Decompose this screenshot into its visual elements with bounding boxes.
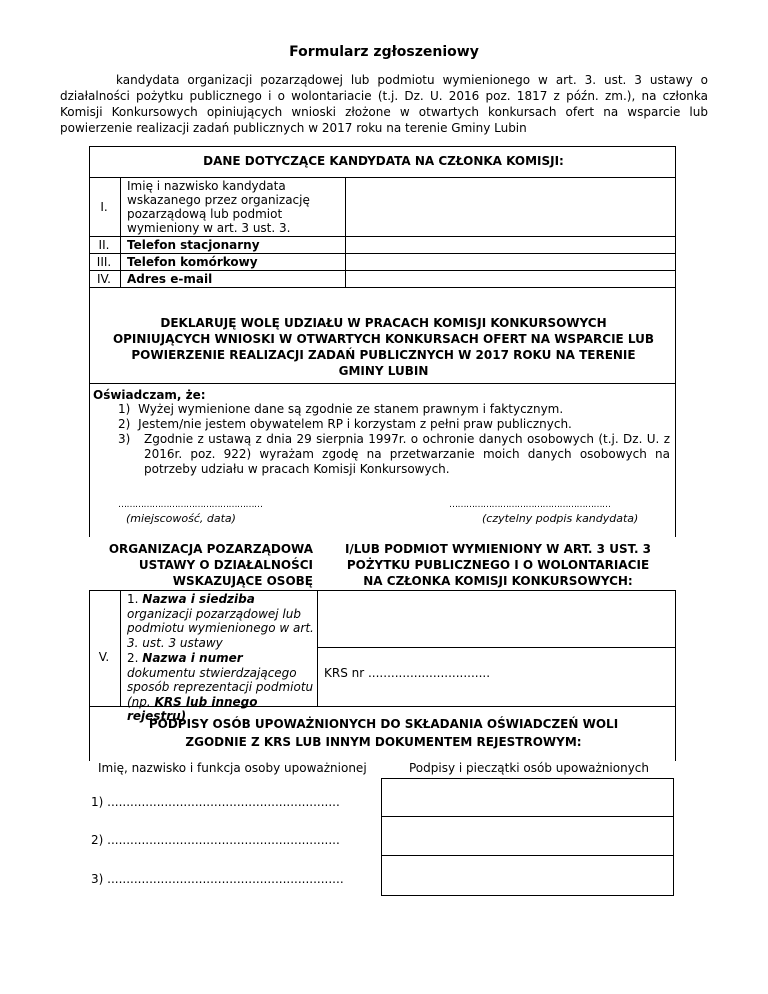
org-item-1: [127, 592, 315, 650]
statement-item-3: [118, 432, 670, 477]
org-item-2-num: 2.: [127, 651, 139, 665]
value-cell-phone[interactable]: [346, 237, 675, 252]
sig-right-box[interactable]: [381, 778, 674, 896]
statement-item-3-num: 3): [118, 432, 131, 446]
place-date-caption: (miejscowość, data): [126, 512, 236, 525]
intro-paragraph: [60, 72, 708, 136]
declaration-text: DEKLARUJĘ WOLĘ UDZIAŁU W PRACACH KOMISJI KONKURSOWYCH OPINIUJĄCYCH WNIOSKI W OTWARTYCH KONKURSACH OFERT NA WSPARCIE LUB POWIERZENIE REALIZACJI ZADAŃ PUBLICZNYCH W 2017 ROKU NA TERENIE GMINY LUBIN: [112, 316, 655, 378]
sig-line-2[interactable]: 2) .............................................................: [91, 833, 340, 847]
sig-line-1[interactable]: 1) .............................................................: [91, 795, 340, 809]
row-label-mobile: Telefon komórkowy: [127, 255, 258, 269]
statement-item-1-num: 1): [118, 402, 131, 416]
row-num-4: IV.: [96, 272, 111, 286]
org-header-left-line-2: USTAWY O DZIAŁALNOŚCI: [138, 558, 313, 572]
org-item-2-bold-2: KRS lub innego rejestru): [127, 694, 258, 723]
value-cell-name[interactable]: [346, 178, 675, 235]
row-num-2: II.: [98, 238, 110, 252]
row-num-1: I.: [100, 200, 108, 214]
signature-caption: (czytelny podpis kandydata): [482, 512, 639, 525]
statement-heading: Oświadczam, że:: [93, 388, 206, 402]
statement-item-2-num: 2): [118, 417, 131, 431]
row-num-3: III.: [96, 255, 112, 269]
org-item-1-bold: Nazwa i siedziba: [142, 592, 255, 606]
org-row-divider: [317, 647, 676, 648]
org-header-right-line-1: I/LUB PODMIOT WYMIENIONY W ART. 3 UST. 3: [344, 542, 652, 556]
intro-text: kandydata organizacji pozarządowej lub podmiotu wymienionego w art. 3. ust. 3 ustawy o działalności pożytku publicznego i o wolontariacie (t.j. Dz. U. 2016 poz. 1817 z późn. zm.), na członka Komisji Konkursowych opiniujących wnioski złożone w otwartych konkursach ofert na wsparcie lub powierzenie realizacji zadań publicznych w 2017 roku na terenie Gminy Lubin: [60, 73, 708, 135]
org-item-2-rest: dokumentu stwierdzającego sposób reprezentacji podmiotu (np.: [127, 665, 314, 709]
signatures-header: PODPISY OSÓB UPOWAŻNIONYCH DO SKŁADANIA OŚWIADCZEŃ WOLI ZGODNIE Z KRS LUB INNYM DOKUMENTEM REJESTROWYM:: [148, 717, 619, 749]
org-header-left-line-3: WSKAZUJĄCE OSOBĘ: [172, 574, 313, 588]
sig-col-right-header: Podpisy i pieczątki osób upoważnionych: [409, 761, 650, 775]
sig-col-left-header: Imię, nazwisko i funkcja osoby upoważnionej: [98, 761, 367, 775]
org-header-right-line-2: POŻYTKU PUBLICZNEGO I O WOLONTARIACIE: [346, 558, 650, 572]
org-header-right-line-3: NA CZŁONKA KOMISJI KONKURSOWYCH:: [363, 574, 633, 588]
signature-dots[interactable]: …………………………………………………: [449, 500, 611, 510]
statement-item-2: [118, 417, 668, 431]
place-date-dots[interactable]: ……………………………………………: [118, 500, 263, 510]
org-roman-num: V.: [98, 650, 110, 664]
statement-item-2-text: Jestem/nie jestem obywatelem RP i korzystam z pełni praw publicznych.: [138, 417, 572, 431]
value-cell-mobile[interactable]: [346, 254, 675, 269]
intro-indent: [60, 73, 116, 87]
org-name-value-cell[interactable]: [318, 591, 675, 646]
sig-right-line-1: [381, 816, 674, 817]
org-header-left-line-1: ORGANIZACJA POZARZĄDOWA: [108, 542, 313, 556]
org-header-right: [318, 541, 678, 589]
org-item-2-bold: Nazwa i numer: [142, 651, 243, 665]
row-label-name: Imię i nazwisko kandydata wskazanego przez organizację pozarządową lub podmiot wymieniony w art. 3 ust. 3.: [127, 179, 310, 235]
org-col-divider-1: [120, 590, 121, 707]
org-item-1-rest: organizacji pozarządowej lub podmiotu wymienionego w art. 3. ust. 3 ustawy: [127, 606, 314, 650]
statement-item-1-text: Wyżej wymienione dane są zgodnie ze stanem prawnym i faktycznym.: [138, 402, 564, 416]
declaration-section: [89, 287, 676, 384]
org-item-1-num: 1.: [127, 592, 139, 606]
sig-right-line-2: [381, 855, 674, 856]
row-label-email: Adres e-mail: [127, 272, 213, 286]
org-header-left: [89, 541, 313, 589]
candidate-col-divider-1: [120, 177, 121, 288]
krs-number-field[interactable]: KRS nr ................................: [324, 666, 491, 680]
signatures-section: [89, 706, 676, 761]
statement-item-3-text: Zgodnie z ustawą z dnia 29 sierpnia 1997r. o ochronie danych osobowych (t.j. Dz. U. z 2016r. poz. 922) wyrażam zgodę na przetwarzanie moich danych osobowych na potrzeby udziału w pracach Komisji Konkursowych.: [144, 432, 670, 476]
row-label-phone: Telefon stacjonarny: [127, 238, 260, 252]
statement-item-1: [118, 402, 668, 416]
sig-line-3[interactable]: 3) ..............................................................: [91, 872, 344, 886]
candidate-header: DANE DOTYCZĄCE KANDYDATA NA CZŁONKA KOMISJI:: [203, 154, 564, 168]
value-cell-email[interactable]: [346, 271, 675, 287]
form-title: Formularz zgłoszeniowy: [289, 44, 479, 60]
